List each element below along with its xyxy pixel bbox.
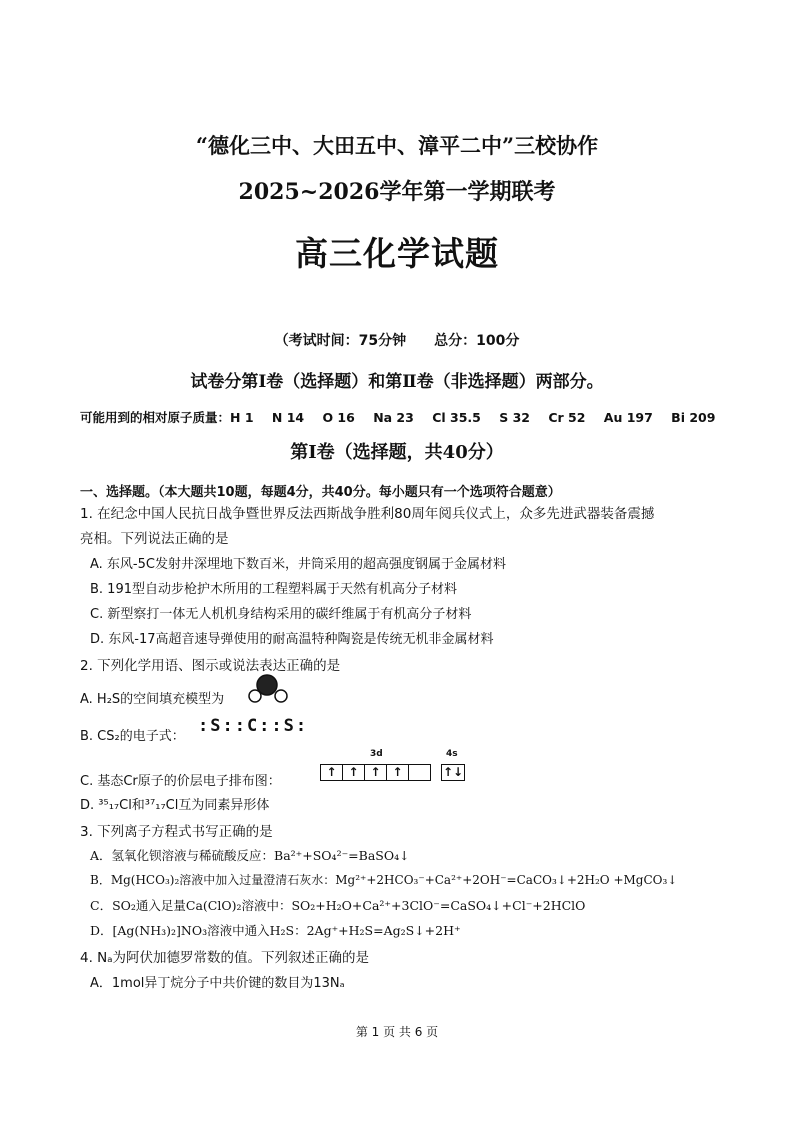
q2-option-d: D. ³⁵₁₇Cl和³⁷₁₇Cl互为同素异形体	[80, 798, 270, 813]
atomic-mass-item: S 32	[499, 410, 530, 425]
atomic-mass-item: Bi 209	[671, 410, 716, 425]
q2-stem: 2. 下列化学用语、图示或说法表达正确的是	[80, 658, 341, 674]
q3-option-c: C．SO₂通入足量Ca(ClO)₂溶液中：SO₂+H₂O+Ca²⁺+3ClO⁻=CaSO₄↓+Cl⁻+2HClO	[90, 898, 586, 913]
hydrogen-atom	[275, 690, 287, 702]
q1-stem-line1: 1. 在纪念中国人民抗日战争暨世界反法西斯战争胜利80周年阅兵仪式上，众多先进武器装备震撼	[80, 506, 655, 522]
exam-term-title: 2025~2026学年第一学期联考	[238, 179, 556, 205]
atomic-mass-item: Cl 35.5	[432, 410, 481, 425]
q3-stem: 3. 下列离子方程式书写正确的是	[80, 824, 273, 840]
sulfur-atom	[257, 675, 277, 695]
q1-option-d: D. 东风-17高超音速导弹使用的耐高温特种陶瓷是传统无机非金属材料	[90, 632, 494, 647]
page-footer: 第 1 页 共 6 页	[355, 1025, 439, 1039]
section-heading: 一、选择题。（本大题共10题，每题4分，共40分。每小题只有一个选项符合题意）	[80, 485, 561, 500]
q3-option-a: A．氢氧化钡溶液与稀硫酸反应：Ba²⁺+SO₄²⁻=BaSO₄↓	[90, 848, 410, 863]
q1-option-a: A. 东风-5C发射井深埋地下数百米，井筒采用的超高强度钢属于金属材料	[90, 557, 506, 572]
q2-option-b: B. CS₂的电子式：	[80, 729, 185, 744]
atomic-mass-item: Na 23	[373, 410, 414, 425]
exam-subject-title: 高三化学试题	[295, 234, 499, 273]
orbital-3d-label: 3d	[370, 749, 383, 759]
orbital-4s-label: 4s	[446, 749, 458, 759]
q3-option-d: D．[Ag(NH₃)₂]NO₃溶液中通入H₂S：2Ag⁺+H₂S=Ag₂S↓+2H⁺	[90, 923, 461, 938]
atomic-mass-item: Au 197	[603, 410, 653, 425]
atomic-masses	[80, 408, 715, 426]
q4-stem: 4. Nₐ为阿伏加德罗常数的值。下列叙述正确的是	[80, 950, 370, 966]
q1-stem-line2: 亮相。下列说法正确的是	[80, 531, 229, 547]
q1-option-c: C. 新型察打一体无人机机身结构采用的碳纤维属于有机高分子材料	[90, 607, 472, 622]
cs2-electron-formula: :S::C::S:	[198, 716, 309, 736]
exam-schools-title: “德化三中、大田五中、漳平二中”三校协作	[195, 133, 599, 158]
atomic-mass-item: Cr 52	[548, 410, 586, 425]
volume1-title: 第Ⅰ卷（选择题，共40分）	[290, 442, 504, 463]
h2s-space-filling-model	[245, 672, 293, 704]
q3-option-b: B．Mg(HCO₃)₂溶液中加入过量澄清石灰水：Mg²⁺+2HCO₃⁻+Ca²⁺+2OH⁻=CaCO₃↓+2H₂O +MgCO₃↓	[90, 873, 678, 887]
atomic-mass-item: O 16	[322, 410, 355, 425]
q2-option-a: A. H₂S的空间填充模型为	[80, 692, 225, 707]
exam-parts-note: 试卷分第Ⅰ卷（选择题）和第Ⅱ卷（非选择题）两部分。	[190, 372, 604, 392]
orbital-box: ↑	[342, 764, 365, 781]
orbital-box: ↑	[320, 764, 343, 781]
q1-option-b: B. 191型自动步枪护木所用的工程塑料属于天然有机高分子材料	[90, 582, 457, 597]
atomic-mass-item: N 14	[271, 410, 305, 425]
orbital-box: ↑	[364, 764, 387, 781]
orbital-box: ↑↓	[442, 765, 464, 779]
exam-time-info: （考试时间：75分钟 总分：100分	[274, 333, 520, 349]
atomic-mass-item: 可能用到的相对原子质量：H 1	[80, 410, 254, 425]
orbital-box: ↑	[386, 764, 409, 781]
q4-option-a: A．1mol异丁烷分子中共价键的数目为13Nₐ	[90, 976, 345, 991]
orbital-box	[408, 764, 431, 781]
q2-option-c: C. 基态Cr原子的价层电子排布图：	[80, 774, 281, 789]
